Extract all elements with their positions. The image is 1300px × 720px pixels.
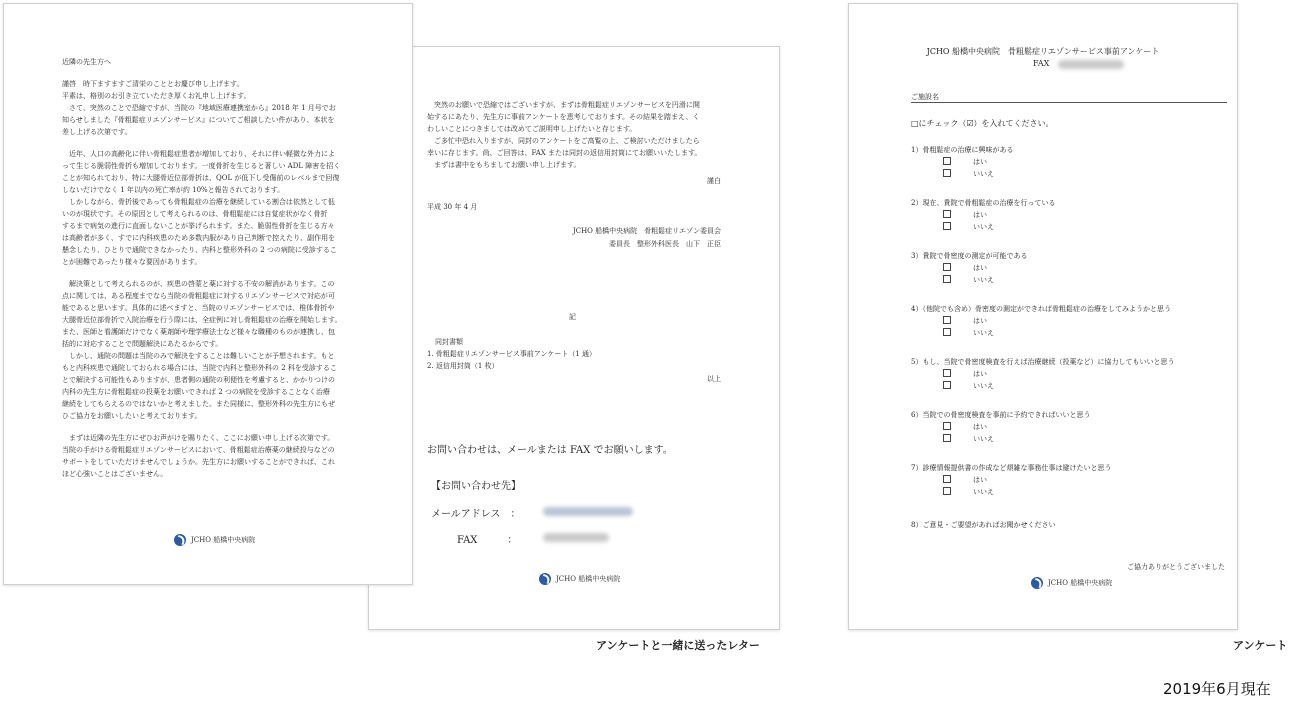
letter2-ijou: 以上 — [707, 375, 721, 383]
option-no — [943, 380, 1174, 392]
checkbox-icon[interactable] — [943, 275, 951, 283]
text-line: 内科の先生方に骨粗鬆症の投薬をお願いできれば 2 つの病院を受診することなく治療 — [62, 388, 330, 396]
as-of-date: 2019年6月現在 — [1163, 680, 1271, 698]
text-line: しかしながら、骨折後であっても骨粗鬆症の治療を継続している割合は依然として低 — [62, 198, 335, 206]
checkbox-icon[interactable] — [943, 222, 951, 230]
letter2-body — [427, 99, 701, 171]
text-line: いのが現状です。その原因として考えられるのは、骨粗鬆症には自覚症状がなく骨折 — [62, 210, 328, 218]
text-line: 平素は、格別のお引き立ていただき厚くお礼申し上げます。 — [62, 92, 251, 100]
letter2-contact-heading: 【お問い合わせ先】 — [431, 481, 521, 492]
survey-fax-row — [1033, 59, 1124, 69]
letter1-body — [62, 56, 341, 480]
option-label: はい — [973, 158, 987, 166]
survey-question-3 — [911, 250, 1174, 286]
survey-facility-label: ご施設名 — [911, 93, 939, 101]
option-no — [943, 274, 1174, 286]
option-no — [943, 221, 1174, 233]
text-line: 始するにあたり、先生方に事前アンケートを恵考しております。その結果を踏まえ、く — [427, 113, 700, 121]
option-label: いいえ — [973, 276, 994, 284]
option-label: はい — [973, 317, 987, 325]
survey-question-2 — [911, 197, 1174, 233]
survey-question-6 — [911, 409, 1174, 445]
option-label: はい — [973, 370, 987, 378]
checkbox-icon[interactable] — [943, 487, 951, 495]
option-label: いいえ — [973, 223, 994, 231]
text-line: 突然のお願いで恐縮ではございますが、まずは骨粗鬆症リエゾンサービスを円滑に開 — [427, 101, 700, 109]
checkbox-icon[interactable] — [943, 263, 951, 271]
survey-question-1 — [911, 144, 1174, 180]
option-yes — [943, 421, 1174, 433]
letter2-mail-label: メールアドレス ： — [431, 509, 521, 520]
checkbox-icon[interactable] — [943, 381, 951, 389]
text-line: 1. 骨粗鬆症リエゾンサービス事前アンケート（1 通） — [427, 350, 597, 358]
text-line: とで解決する可能性もありますが、患者側の通院の利便性を考慮すると、かかりつけの — [62, 376, 335, 384]
survey-question-4 — [911, 303, 1174, 339]
paragraph-gap — [62, 268, 341, 278]
option-label: はい — [973, 264, 987, 272]
text-line: ひご協力をお願いしたいと考えております。 — [62, 412, 202, 420]
option-yes — [943, 262, 1174, 274]
checkbox-icon[interactable] — [943, 169, 951, 177]
letter2-sender-name: 委員長 整形外科医長 山下 正臣 — [609, 240, 721, 248]
text-line: 大腿骨近位部骨折で入院治療を行う際には、全症例に対し骨粗鬆症の治療を開始します。 — [62, 316, 342, 324]
option-label: はい — [973, 211, 987, 219]
option-no — [943, 168, 1174, 180]
text-line: ことが知られており、特に大腿骨近位部骨折は、QOL が低下し受傷前のレベルまで回復 — [62, 174, 340, 182]
logo-text: JCHO 船橋中央病院 — [556, 575, 621, 583]
option-yes — [943, 156, 1174, 168]
survey-fax-label: FAX — [1033, 59, 1050, 68]
logo-text: JCHO 船橋中央病院 — [1048, 579, 1113, 587]
jcho-logo-icon — [539, 573, 551, 585]
survey-thanks: ご協力ありがとうございました — [1127, 563, 1225, 571]
text-line: 知らせしました『骨粗鬆症リエゾンサービス』についてご相談したい件があり、本状を — [62, 116, 335, 124]
option-label: はい — [973, 476, 987, 484]
question-text: 7）診療情報提供書の作成など煩雑な事務仕事は避けたいと思う — [911, 464, 1112, 472]
letter2-ki: 記 — [569, 313, 576, 321]
letter2-logo — [539, 573, 620, 585]
text-line: また、医師と看護師だけでなく薬剤師や理学療法士など様々な職種のものが連携し、包 — [62, 328, 335, 336]
checkbox-icon[interactable] — [943, 475, 951, 483]
text-line: まずは書中をもちましてお願い申し上げます。 — [427, 161, 581, 169]
text-line: わしいことにつきましては改めてご説明申し上げたいと存じます。 — [427, 125, 637, 133]
text-line: サポートをしていただけませんでしょうか。先生方にお願いすることができれば、これ — [62, 458, 335, 466]
checkbox-icon[interactable] — [943, 316, 951, 324]
option-label: いいえ — [973, 170, 994, 178]
survey-page — [848, 3, 1238, 630]
text-line: 近年、人口の高齢化に伴い骨粗鬆症患者が増加しており、それに伴い軽微な外力によ — [62, 150, 335, 158]
survey-question-5 — [911, 356, 1174, 392]
text-line: しかし、通院の問題は当院のみで解決をすることは難しいことが予想されます。もと — [62, 352, 335, 360]
text-line: って生じる脆弱性骨折も増加しております。一度骨折を生じると著しい ADL 障害を招く — [62, 162, 341, 170]
text-line: 継続をしてもらえるのではないかと考えました。また同様に、整形外科の先生方にもぜ — [62, 400, 335, 408]
option-label: いいえ — [973, 329, 994, 337]
letter2-enclosure-title: 同封書類 — [435, 338, 463, 346]
option-yes — [943, 209, 1174, 221]
text-line: するまで病気の進行に直面しないことが挙げられます。また、脆弱性骨折を生じる方々 — [62, 222, 335, 230]
text-line: 謹啓 時下ますますご清栄のこととお慶び申し上げます。 — [62, 80, 244, 88]
logo-text: JCHO 船橋中央病院 — [191, 536, 256, 544]
jcho-logo-icon — [174, 534, 186, 546]
paragraph-gap — [62, 68, 341, 78]
option-no — [943, 486, 1174, 498]
survey-logo — [1031, 577, 1112, 589]
option-label: はい — [973, 423, 987, 431]
text-line: 当院の手がける骨粗鬆症リエゾンサービスにおいて、骨粗鬆症治療薬の継続投与などの — [62, 446, 335, 454]
text-line: とが困難であったり様々な要因があります。 — [62, 258, 202, 266]
text-line: もと内科疾患で通院しておられる場合には、当院で内科と整形外科の 2 科を受診するこ — [62, 364, 337, 372]
question-text: 4）（他院でも含め）骨密度の測定ができれば骨粗鬆症の治療をしてみようかと思う — [911, 305, 1171, 313]
letter1-logo — [174, 534, 255, 546]
question-text: 5）もし、当院で骨密度検査を行えば治療継続（投薬など）に協力してもいいと思う — [911, 358, 1175, 366]
checkbox-icon[interactable] — [943, 434, 951, 442]
survey-q8: 8）ご意見・ご要望があればお聞かせください — [911, 521, 1056, 529]
jcho-logo-icon — [1031, 577, 1043, 589]
text-line: 懸念したり、ひとりで通院できなかったり、内科と整形外科の 2 つの病院に受診するこ — [62, 246, 337, 254]
survey-questions — [911, 144, 1174, 515]
question-text: 3）貴院で骨密度の測定が可能である — [911, 252, 1028, 260]
text-line: 括的に対応することで問題解決にあたるからです。 — [62, 340, 223, 348]
text-line: 差し上げる次第です。 — [62, 128, 132, 136]
text-line: ご多忙中恐れ入りますが、同封のアンケートをご高覧の上、ご検討いただけましたら — [427, 137, 700, 145]
text-line: 能であると思います。具体的に述べますと、当院のリエゾンサービスでは、椎体骨折や — [62, 304, 335, 312]
checkbox-icon[interactable] — [943, 157, 951, 165]
letter2-fax-label: FAX ： — [457, 535, 518, 546]
letter2-mail-redacted — [543, 507, 633, 516]
question-text: 6）当院での骨密度検査を事前に予約できればいいと思う — [911, 411, 1091, 419]
text-line: しないだけでなく 1 年以内の死亡率が約 10%と報告されております。 — [62, 186, 285, 194]
survey-instruction: □にチェック（☑）を入れてください。 — [911, 119, 1054, 128]
question-text: 2）現在、貴院で骨粗鬆症の治療を行っている — [911, 199, 1056, 207]
letter-page-1 — [3, 3, 413, 585]
checkbox-icon[interactable] — [943, 369, 951, 377]
letter2-inquiry: お問い合わせは、メールまたは FAX でお願いします。 — [427, 445, 673, 456]
text-line: 幸いに存じます。尚、ご回答は、FAX または同封の返信用封筒にてお願いいたします。 — [427, 149, 702, 157]
option-yes — [943, 474, 1174, 486]
text-line: まずは近隣の先生方にぜひお声がけを賜りたく、ここにお願い申し上げる次第です。 — [62, 434, 335, 442]
option-label: いいえ — [973, 435, 994, 443]
text-line: さて、突然のことで恐縮ですが、当院の『地域医療連携室から』2018 年 1 月号でお — [62, 104, 336, 112]
letter2-enclosures — [427, 348, 596, 372]
option-yes — [943, 368, 1174, 380]
option-yes — [943, 315, 1174, 327]
option-label: いいえ — [973, 488, 994, 496]
survey-fax-redacted — [1058, 60, 1124, 69]
text-line: ほど心強いことはございません。 — [62, 470, 168, 478]
option-no — [943, 433, 1174, 445]
text-line: 解決策として考えられるのが、疾患の啓蒙と薬に対する不安の解消があります。この — [62, 280, 335, 288]
letter-page-2 — [368, 46, 780, 630]
survey-title: JCHO 船橋中央病院 骨粗鬆症リエゾンサービス事前アンケート — [926, 47, 1160, 56]
caption-survey: アンケート — [1233, 639, 1288, 652]
option-label: いいえ — [973, 382, 994, 390]
survey-question-7 — [911, 462, 1174, 498]
checkbox-icon[interactable] — [943, 422, 951, 430]
letter2-closing: 謹白 — [707, 177, 721, 185]
letter2-fax-redacted — [543, 533, 609, 542]
paragraph-gap — [62, 422, 341, 432]
text-line: 2. 返信用封筒（1 枚） — [427, 362, 499, 370]
text-line: 近隣の先生方へ — [62, 58, 111, 66]
letter2-sender-org: JCHO 船橋中央病院 骨粗鬆症リエゾン委員会 — [572, 227, 721, 235]
letter2-date: 平成 30 年 4 月 — [427, 203, 478, 211]
option-no — [943, 327, 1174, 339]
caption-letter: アンケートと一緒に送ったレター — [596, 639, 760, 652]
checkbox-icon[interactable] — [943, 210, 951, 218]
paragraph-gap — [62, 138, 341, 148]
question-text: 1）骨粗鬆症の治療に興味がある — [911, 146, 1014, 154]
text-line: は高齢者が多く、すでに内科疾患のため多数内服があり自己判断で控えたり、副作用を — [62, 234, 336, 242]
text-line: 点に関しては、ある程度までなら当院の骨粗鬆症に対するリエゾンサービスで対応が可 — [62, 292, 335, 300]
survey-facility-line — [911, 102, 1227, 103]
checkbox-icon[interactable] — [943, 328, 951, 336]
